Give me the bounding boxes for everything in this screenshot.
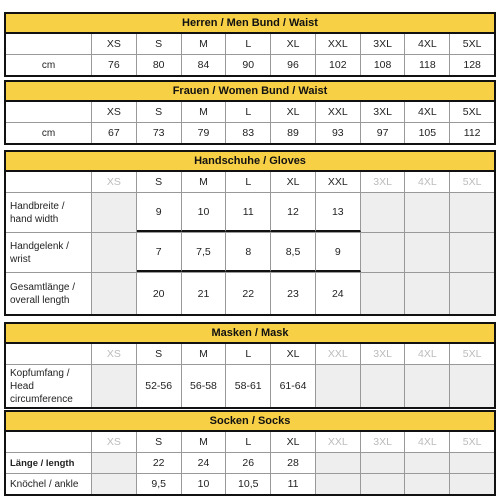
value-cell — [92, 193, 137, 232]
size-header: M — [182, 172, 227, 192]
row-label: Handbreite / hand width — [6, 193, 92, 232]
socks-ankle-row — [6, 473, 494, 494]
men-cm-row — [6, 54, 494, 75]
size-header: 4XL — [405, 344, 450, 364]
value-cell: 108 — [361, 55, 406, 75]
value-cell: 84 — [182, 55, 227, 75]
size-header: XS — [92, 344, 137, 364]
header-label-cell — [6, 344, 92, 364]
gloves-table — [4, 150, 496, 316]
socks-title: Socken / Socks — [6, 412, 494, 432]
value-cell — [405, 453, 450, 473]
value-cell: 11 — [226, 193, 271, 232]
value-cell — [316, 474, 361, 494]
value-cell — [450, 273, 494, 314]
mask-size-header-row — [6, 344, 494, 364]
value-cell — [92, 233, 137, 272]
men-waist-title: Herren / Men Bund / Waist — [6, 14, 494, 34]
value-cell: 8,5 — [271, 233, 316, 272]
size-header: 4XL — [405, 102, 450, 122]
row-label: cm — [6, 55, 92, 75]
value-cell — [92, 474, 137, 494]
header-label-cell — [6, 102, 92, 122]
value-cell: 61-64 — [271, 365, 316, 407]
size-header: XXL — [316, 432, 361, 452]
size-header: XL — [271, 172, 316, 192]
value-cell: 73 — [137, 123, 182, 143]
value-cell: 10 — [182, 474, 227, 494]
men-size-header-row — [6, 34, 494, 54]
value-cell: 24 — [316, 273, 361, 314]
women-size-header-row — [6, 102, 494, 122]
value-cell — [405, 273, 450, 314]
gloves-size-header-row — [6, 172, 494, 192]
value-cell: 52-56 — [137, 365, 182, 407]
value-cell: 128 — [463, 59, 481, 71]
value-cell: 76 — [92, 55, 137, 75]
size-header: 3XL — [361, 34, 406, 54]
size-header: 4XL — [405, 432, 450, 452]
size-header: M — [182, 102, 227, 122]
size-header: 3XL — [361, 344, 406, 364]
size-header: L — [226, 344, 271, 364]
women-waist-title: Frauen / Women Bund / Waist — [6, 82, 494, 102]
size-header: XS — [92, 172, 137, 192]
size-header: S — [137, 34, 182, 54]
size-header: S — [137, 102, 182, 122]
size-header: 5XL — [462, 436, 482, 448]
size-header: 5XL — [462, 38, 482, 50]
header-label-cell — [6, 34, 92, 54]
size-header: 3XL — [361, 432, 406, 452]
mask-table — [4, 322, 496, 409]
size-header: XXL — [316, 34, 361, 54]
size-header: XXL — [316, 102, 361, 122]
mask-title: Masken / Mask — [6, 324, 494, 344]
value-cell: 9 — [316, 233, 361, 272]
size-header: L — [226, 432, 271, 452]
size-header: 3XL — [361, 172, 406, 192]
value-cell — [405, 474, 450, 494]
value-cell — [316, 365, 361, 407]
row-label: Länge / length — [6, 453, 92, 473]
value-cell: 79 — [182, 123, 227, 143]
size-header: S — [137, 432, 182, 452]
size-header: 5XL — [462, 106, 482, 118]
women-waist-table — [4, 80, 496, 145]
value-cell — [361, 474, 406, 494]
value-cell — [361, 453, 406, 473]
size-header: XS — [92, 102, 137, 122]
value-cell — [450, 453, 494, 473]
mask-head-circumference-row — [6, 364, 494, 407]
size-header: L — [226, 102, 271, 122]
value-cell: 13 — [316, 193, 361, 232]
row-label: Knöchel / ankle — [6, 474, 92, 494]
value-cell — [405, 233, 450, 272]
value-cell — [361, 233, 406, 272]
size-header: M — [182, 34, 227, 54]
size-header: S — [137, 172, 182, 192]
header-label-cell — [6, 172, 92, 192]
value-cell — [361, 365, 406, 407]
value-cell: 10 — [182, 193, 227, 232]
size-header: XS — [92, 432, 137, 452]
value-cell — [405, 193, 450, 232]
value-cell: 28 — [271, 453, 316, 473]
gloves-wrist-row — [6, 232, 494, 272]
size-header: 5XL — [462, 176, 482, 188]
value-cell: 20 — [137, 273, 182, 314]
value-cell: 21 — [182, 273, 227, 314]
header-label-cell — [6, 432, 92, 452]
value-cell: 22 — [137, 453, 182, 473]
size-header: 3XL — [361, 102, 406, 122]
value-cell — [361, 193, 406, 232]
value-cell: 7 — [137, 233, 182, 272]
value-cell: 26 — [226, 453, 271, 473]
size-header: L — [226, 172, 271, 192]
socks-length-row — [6, 452, 494, 473]
value-cell: 89 — [271, 123, 316, 143]
value-cell: 118 — [405, 55, 450, 75]
value-cell: 23 — [271, 273, 316, 314]
value-cell: 102 — [316, 55, 361, 75]
value-cell — [405, 365, 450, 407]
value-cell: 90 — [226, 55, 271, 75]
value-cell: 58-61 — [226, 365, 271, 407]
value-cell: 7,5 — [182, 233, 227, 272]
value-cell: 93 — [316, 123, 361, 143]
size-header: XL — [271, 344, 316, 364]
size-header: M — [182, 344, 227, 364]
size-header: L — [226, 34, 271, 54]
value-cell: 12 — [271, 193, 316, 232]
value-cell: 83 — [226, 123, 271, 143]
size-header: 5XL — [462, 348, 482, 360]
size-header: XL — [271, 432, 316, 452]
row-label: Handgelenk / wrist — [6, 233, 92, 272]
value-cell: 96 — [271, 55, 316, 75]
value-cell — [92, 365, 137, 407]
value-cell: 10,5 — [226, 474, 271, 494]
gloves-hand-width-row — [6, 192, 494, 232]
row-label: Gesamtlänge / overall length — [6, 273, 92, 314]
size-header: 4XL — [405, 172, 450, 192]
value-cell: 11 — [271, 474, 316, 494]
size-header: XXL — [316, 344, 361, 364]
value-cell: 8 — [226, 233, 271, 272]
value-cell — [316, 453, 361, 473]
value-cell: 56-58 — [182, 365, 227, 407]
value-cell: 24 — [182, 453, 227, 473]
socks-table — [4, 410, 496, 496]
women-cm-row — [6, 122, 494, 143]
size-header: 4XL — [405, 34, 450, 54]
size-header: S — [137, 344, 182, 364]
value-cell: 9,5 — [137, 474, 182, 494]
size-header: XL — [271, 34, 316, 54]
value-cell — [450, 474, 494, 494]
gloves-title: Handschuhe / Gloves — [6, 152, 494, 172]
size-header: XXL — [316, 172, 361, 192]
value-cell: 9 — [137, 193, 182, 232]
size-header: XL — [271, 102, 316, 122]
value-cell: 97 — [361, 123, 406, 143]
value-cell: 67 — [92, 123, 137, 143]
row-label: cm — [6, 123, 92, 143]
value-cell — [450, 193, 494, 232]
row-label: Kopfumfang / Head circumference — [6, 365, 92, 407]
value-cell: 105 — [405, 123, 450, 143]
value-cell — [361, 273, 406, 314]
value-cell — [92, 453, 137, 473]
value-cell: 80 — [137, 55, 182, 75]
value-cell — [450, 233, 494, 272]
size-header: XS — [92, 34, 137, 54]
value-cell: 112 — [463, 127, 481, 139]
men-waist-table — [4, 12, 496, 77]
value-cell: 22 — [226, 273, 271, 314]
value-cell — [92, 273, 137, 314]
size-header: M — [182, 432, 227, 452]
socks-size-header-row — [6, 432, 494, 452]
value-cell — [450, 365, 494, 407]
gloves-overall-length-row — [6, 272, 494, 314]
